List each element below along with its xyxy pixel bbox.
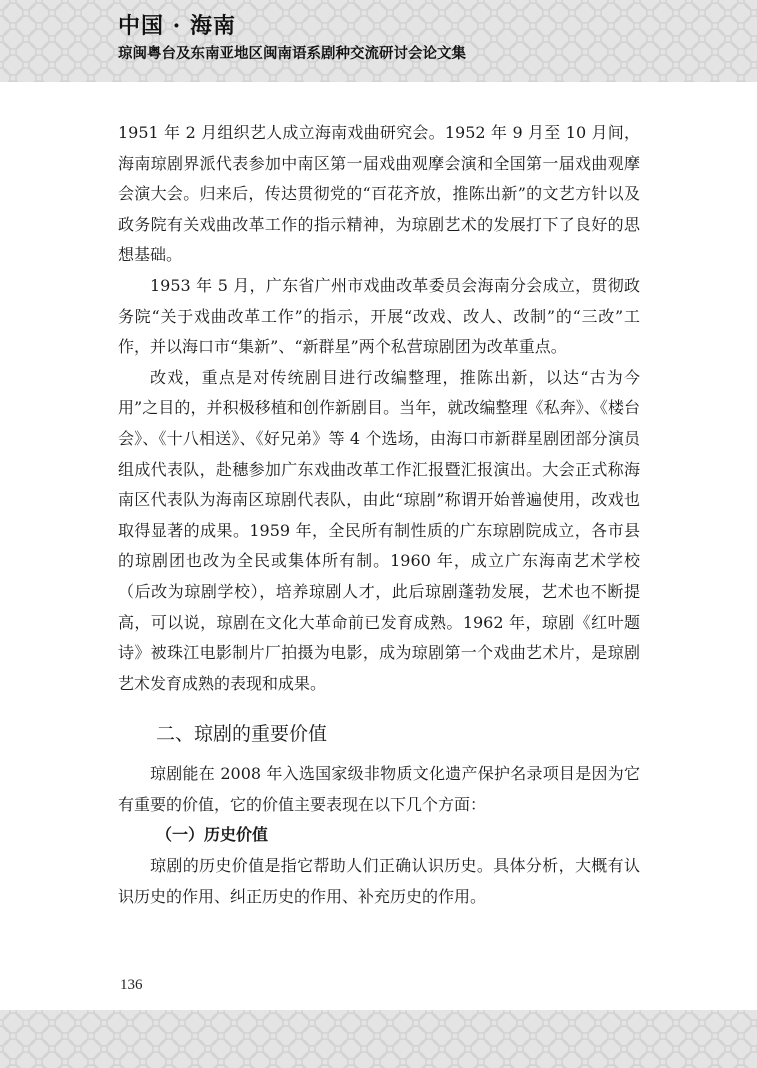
page-body — [118, 118, 640, 912]
section-heading: 二、琼剧的重要价值 — [156, 723, 328, 746]
header-subtitle: 琼闽粤台及东南亚地区闽南语系剧种交流研讨会论文集 — [118, 46, 466, 62]
body-paragraph-3: 改戏，重点是对传统剧目进行改编整理，推陈出新，以达“古为今用”之目的，并积极移植和创作新剧目。当年，就改编整理《私奔》、《楼台会》、《十八相送》、《好兄弟》等 4 个选场，由海口市新群星剧团部分演员组成代表队，赴穗参加广东戏曲改革工作汇报暨汇报演出。大会正式称海南区代表队为海南区琼剧代表队，由此“琼剧”称谓开始普遍使用，改戏也取得显著的成果。1959 年，全民所有制性质的广东琼剧院成立，各市县的琼剧团也改为全民或集体所有制。1960 年，成立广东海南艺术学校（后改为琼剧学校），培养琼剧人才，此后琼剧蓬勃发展，艺术也不断提高，可以说，琼剧在文化大革命前已发育成熟。1962 年，琼剧《红叶题诗》被珠江电影制片厂拍摄为电影，成为琼剧第一个戏曲艺术片，是琼剧艺术发育成熟的表现和成果。 — [118, 367, 640, 693]
subsection-heading: （一）历史价值 — [156, 825, 269, 845]
header-title: 中国 · 海南 — [118, 13, 236, 39]
page-number: 136 — [120, 977, 143, 993]
body-paragraph-2: 1953 年 5 月，广东省广州市戏曲改革委员会海南分会成立，贯彻政务院“关于戏曲改革工作”的指示，开展“改戏、改人、改制”的“三改”工作，并以海口市“集新”、“新群星”两个私营琼剧团为改革重点。 — [118, 275, 640, 357]
running-header — [118, 12, 638, 65]
body-paragraph-1: 1951 年 2 月组织艺人成立海南戏曲研究会。1952 年 9 月至 10 月间，海南琼剧界派代表参加中南区第一届戏曲观摩会演和全国第一届戏曲观摩会演大会。归来后，传达贯彻党的“百花齐放，推陈出新”的文艺方针以及政务院有关戏曲改革工作的指示精神，为琼剧艺术的发展打下了良好的思想基础。 — [118, 123, 640, 265]
section-paragraph: 琼剧能在 2008 年入选国家级非物质文化遗产保护名录项目是因为它有重要的价值，它的价值主要表现在以下几个方面： — [118, 764, 640, 814]
subsection-paragraph: 琼剧的历史价值是指它帮助人们正确认识历史。具体分析，大概有认识历史的作用、纠正历史的作用、补充历史的作用。 — [118, 856, 640, 906]
footer-pattern-band — [0, 1010, 757, 1068]
